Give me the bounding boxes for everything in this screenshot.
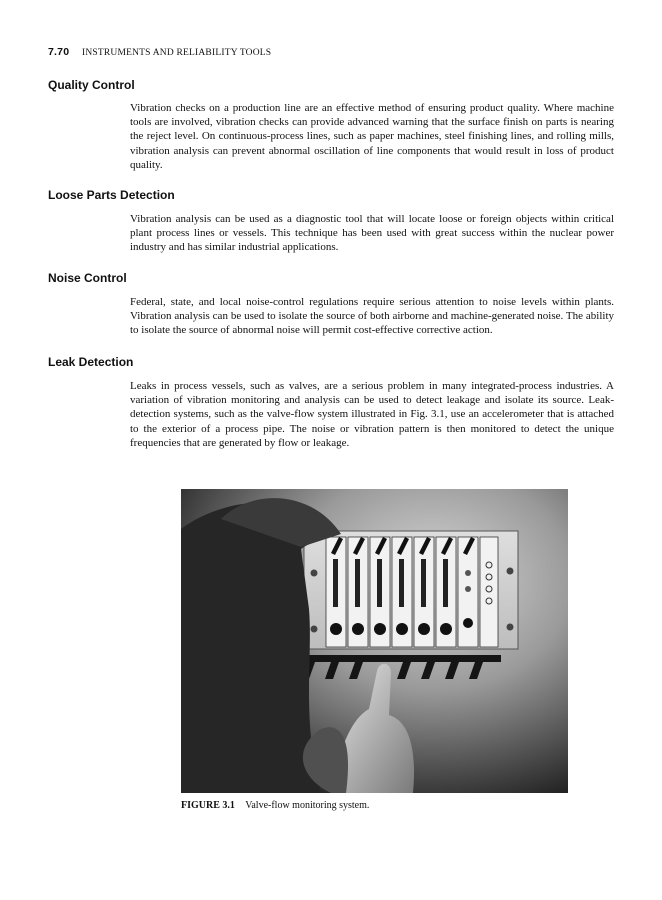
running-head <box>48 46 271 58</box>
section-heading-loose-parts: Loose Parts Detection <box>48 188 175 202</box>
section-text-quality-control: Vibration checks on a production line are an effective method of ensuring product quality. Where machine tools are involved, vibration checks can provide advanced warning that the surface finish on parts is nearing the reject level. On continuous-process lines, such as paper machines, steel finishing lines, and rolling mills, vibration analysis can prevent abnormal oscillation of line components that would result in loss of product quality. <box>130 102 614 171</box>
figure-photo <box>181 489 568 793</box>
page-number: 7.70 <box>48 46 70 58</box>
section-heading-noise-control: Noise Control <box>48 271 127 285</box>
figure-label: FIGURE 3.1 <box>181 800 235 811</box>
section-text-noise-control: Federal, state, and local noise-control regulations require serious attention to noise levels within plants. Vibration analysis can be used to isolate the source of both airborne and machine-generated noise. The ability to isolate the source of abnormal noise will permit cost-effective corrective action. <box>130 296 614 337</box>
figure-caption <box>181 800 369 811</box>
running-title: INSTRUMENTS AND RELIABILITY TOOLS <box>81 48 272 58</box>
section-text-loose-parts: Vibration analysis can be used as a diagnostic tool that will locate loose or foreign objects within critical plant process lines or vessels. This technique has been used with great success within the nuclear power industry and has similar industrial applications. <box>130 213 614 254</box>
figure-caption-text: Valve-flow monitoring system. <box>245 800 370 811</box>
section-text-leak-detection: Leaks in process vessels, such as valves, are a serious problem in many integrated-process industries. A variation of vibration monitoring and analysis can be used to detect leakage and isolate its source. Leak-detection systems, such as the valve-flow system illustrated in Fig. 3.1, use an accelerometer that is attached to the exterior of a process pipe. The noise or vibration pattern is then monitored to detect the unique frequencies that are generated by flow or leakage. <box>130 380 614 449</box>
valve-flow-photo-illustration <box>181 489 568 793</box>
section-heading-quality-control: Quality Control <box>48 78 135 92</box>
section-heading-leak-detection: Leak Detection <box>48 355 134 369</box>
